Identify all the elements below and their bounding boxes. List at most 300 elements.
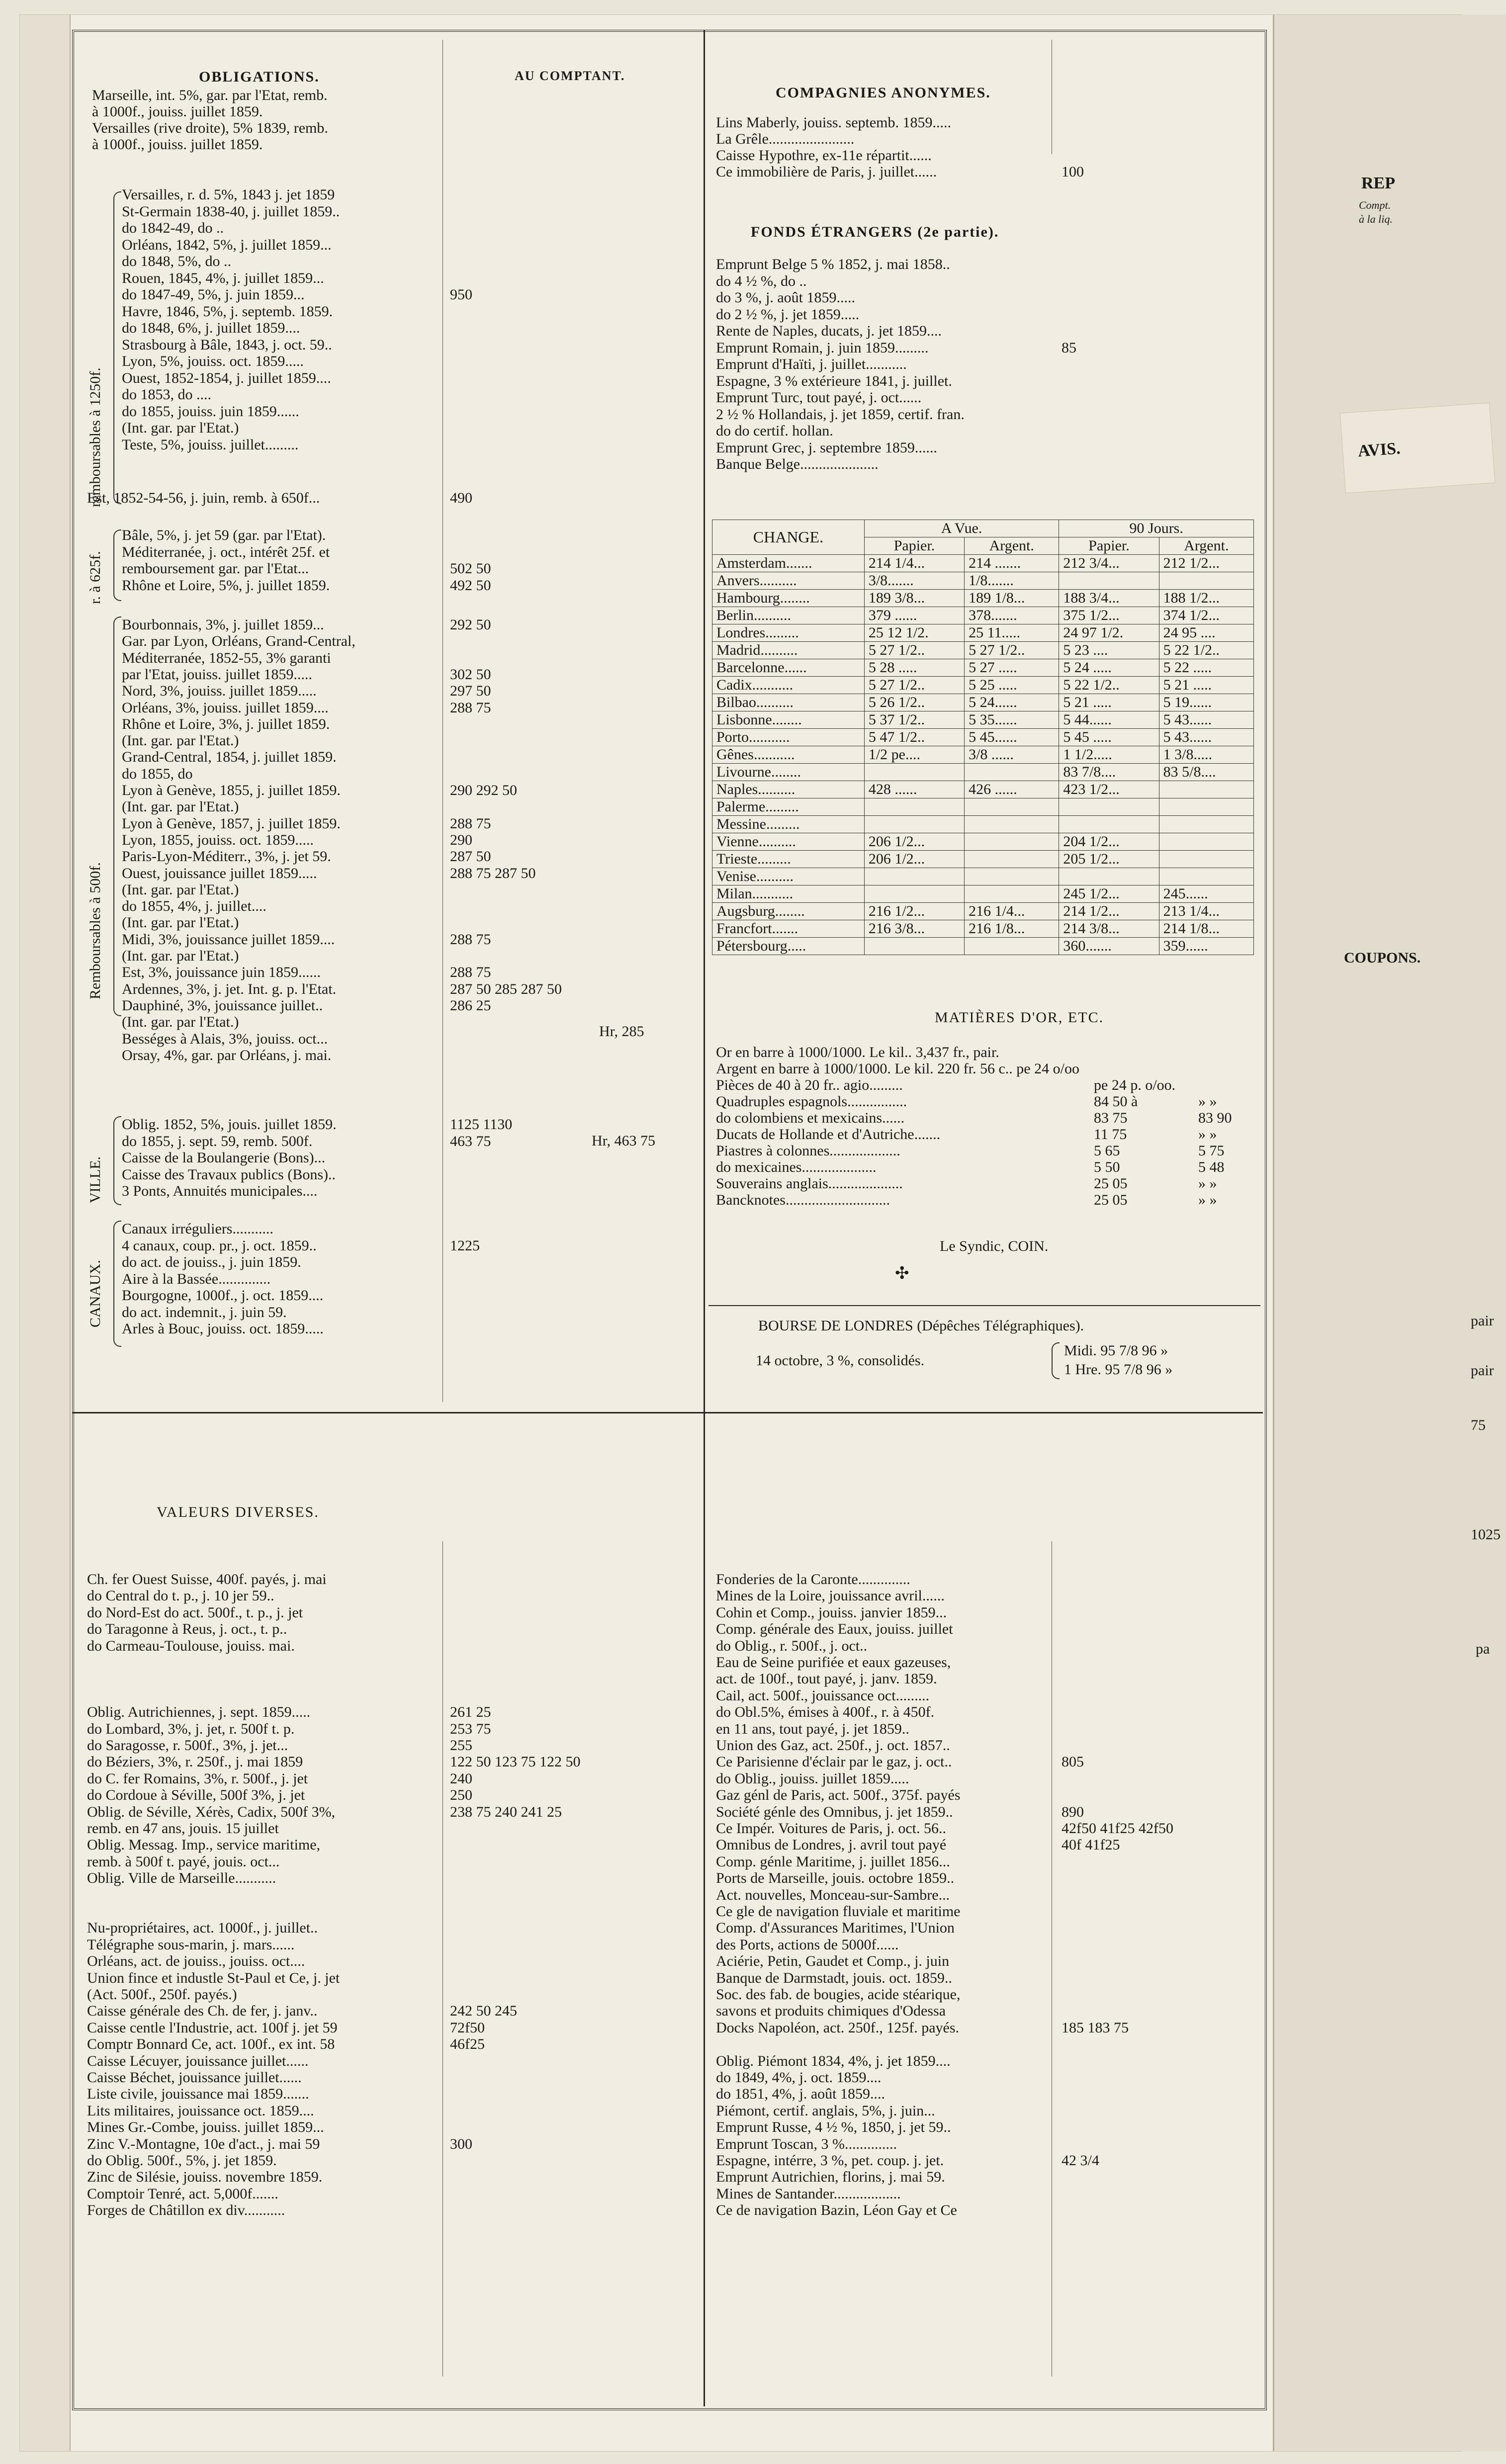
change-city: Trieste.........	[712, 851, 865, 868]
change-row	[712, 833, 1254, 851]
valeurs-right-row	[716, 1754, 952, 1770]
valeurs-right-label: Cail, act. 500f., jouissance oct.........	[716, 1687, 930, 1704]
oblig-g3-row	[122, 865, 317, 882]
valeurs-left-row	[87, 2020, 338, 2036]
change-city: Venise..........	[712, 868, 865, 885]
valeurs-right-row	[716, 2020, 959, 2036]
oblig-top-row	[92, 120, 328, 137]
oblig-g4-label: 3 Ponts, Annuités municipales....	[122, 1183, 318, 1199]
matieres-v1: pe 24 p. o/oo.	[1094, 1077, 1176, 1093]
fonds-row	[716, 373, 952, 390]
oblig-g5-row	[122, 1304, 287, 1321]
oblig-g2-label: Rhône et Loire, 5%, j. juillet 1859.	[122, 577, 330, 594]
matieres-v2: » »	[1198, 1175, 1217, 1192]
change-rate: 5 37 1/2..	[864, 711, 964, 729]
fonds-label: Emprunt d'Haïti, j. juillet...........	[716, 356, 907, 372]
change-row	[712, 938, 1254, 955]
change-rate: 189 3/8...	[864, 590, 964, 607]
valeurs-left-row	[87, 1787, 305, 1804]
matieres-v1: 11 75	[1094, 1126, 1127, 1143]
valeurs-right-label: en 11 ans, tout payé, j. jet 1859..	[716, 1720, 909, 1737]
valeurs-right-row	[716, 1704, 934, 1721]
valeurs-left-label: Oblig. Messag. Imp., service maritime,	[87, 1837, 321, 1853]
change-rate: 359......	[1159, 938, 1253, 955]
valeurs-right-label: Emprunt Toscan, 3 %..............	[716, 2135, 897, 2152]
fonds-label: Emprunt Belge 5 % 1852, j. mai 1858..	[716, 256, 950, 272]
oblig-g3-row	[122, 616, 324, 633]
valeurs-right-row	[716, 1986, 961, 2003]
matieres-v2: » »	[1198, 1192, 1217, 1208]
change-rate: 5 26 1/2..	[864, 694, 964, 711]
comp-row	[716, 131, 854, 148]
valeurs-left-label: do Taragonne à Reus, j. oct., t. p..	[87, 1621, 287, 1638]
oblig-g3-row	[122, 964, 321, 981]
oblig-g3-value: 288 75	[450, 964, 491, 981]
valeurs-right-label: Comp. d'Assurances Maritimes, l'Union	[716, 1920, 955, 1936]
change-rate	[965, 885, 1059, 903]
valeurs-right-row	[716, 1571, 910, 1588]
oblig-g1-row	[122, 337, 332, 353]
oblig-g3-value: 297 50	[450, 683, 491, 700]
oblig-g4-row	[122, 1133, 312, 1150]
valeurs-left-row	[87, 2202, 285, 2219]
oblig-g5-row	[122, 1221, 273, 1237]
valeurs-left-label: Oblig. Autrichiennes, j. sept. 1859.....	[87, 1704, 311, 1721]
valeurs-right-row	[716, 2003, 946, 2020]
londres-title: BOURSE DE LONDRES (Dépêches Télégraphiques).	[758, 1318, 1084, 1334]
change-rate: 216 1/8...	[965, 920, 1059, 938]
valeurs-left-label: Union fince et industle St-Paul et Ce, j. jet	[87, 1969, 340, 1986]
matieres-label: Or en barre à 1000/1000. Le kil.. 3,437 fr., pair.	[716, 1044, 999, 1060]
change-city: Amsterdam.......	[712, 555, 865, 572]
change-rate: 216 3/8...	[864, 920, 964, 938]
matieres-v1: 5 50	[1094, 1159, 1120, 1175]
valeurs-right-row	[716, 1970, 952, 1987]
valeurs-right-row	[716, 1820, 946, 1837]
oblig-g1-label: do 1847-49, 5%, j. juin 1859...	[122, 286, 305, 303]
oblig-g3-row	[122, 666, 312, 683]
matieres-v2: 83 90	[1198, 1110, 1232, 1126]
oblig-g3-value: 302 50	[450, 666, 491, 683]
change-rate	[965, 833, 1059, 851]
oblig-g1-label: Teste, 5%, jouiss. juillet.........	[122, 436, 299, 453]
valeurs-left-label: do Lombard, 3%, j. jet, r. 500f t. p.	[87, 1720, 295, 1737]
valeurs-right-value: 805	[1062, 1754, 1084, 1770]
change-rate: 428 ......	[864, 781, 964, 798]
valeurs-right-row	[716, 2086, 885, 2103]
valeurs-left-row	[87, 1870, 276, 1887]
valeurs-left-label: Ch. fer Ouest Suisse, 400f. payés, j. mai	[87, 1571, 327, 1587]
change-city: Naples..........	[712, 781, 865, 798]
valeurs-left-row	[87, 2152, 277, 2169]
oblig-g3-row	[122, 633, 355, 650]
valeurs-left-row	[87, 2086, 309, 2103]
valeurs-right-label: Union des Gaz, act. 250f., j. oct. 1857..	[716, 1737, 950, 1754]
valeurs-right-row	[716, 1737, 950, 1754]
value-75: 75	[1471, 1417, 1486, 1433]
valeurs-left-row	[87, 2053, 308, 2070]
change-rate	[1159, 868, 1253, 885]
fonds-label: Emprunt Turc, tout payé, j. oct......	[716, 389, 922, 406]
londres-1h: 1 Hre. 95 7/8 96 »	[1064, 1361, 1173, 1378]
fonds-row	[716, 389, 921, 406]
change-rate	[1159, 798, 1253, 816]
pa-label: pa	[1476, 1641, 1490, 1657]
valeurs-left-label: Caisse générale des Ch. de fer, j. janv..	[87, 2003, 318, 2020]
oblig-g3-label: par l'Etat, jouiss. juillet 1859.....	[122, 666, 312, 683]
fonds-row	[716, 356, 907, 373]
change-rate: 245......	[1159, 885, 1253, 903]
change-rate: 5 22 .....	[1159, 659, 1253, 677]
oblig-g3-label: Paris-Lyon-Méditerr., 3%, j. jet 59.	[122, 848, 331, 865]
oblig-g3-value: 288 75 287 50	[450, 865, 536, 881]
valeurs-left-row	[87, 1638, 295, 1655]
oblig-g3-value: 288 75	[450, 699, 491, 716]
valeurs-left-value: 240	[450, 1770, 472, 1787]
oblig-g5-label: Aire à la Bassée..............	[122, 1270, 271, 1287]
change-rate	[1159, 816, 1253, 833]
valeurs-left-label: do Nord-Est do act. 500f., t. p., j. jet	[87, 1604, 303, 1621]
oblig-g4-value: 463 75	[450, 1133, 491, 1149]
oblig-g3-label: Est, 3%, jouissance juin 1859......	[122, 964, 321, 981]
fonds-row	[716, 406, 965, 423]
valeurs-right-label: Omnibus de Londres, j. avril tout payé	[716, 1837, 947, 1853]
change-row	[712, 572, 1254, 590]
valeurs-right-label: Ce de navigation Bazin, Léon Gay et Ce	[716, 2202, 957, 2219]
change-rate	[965, 798, 1059, 816]
valeurs-right-label: do Oblig., jouiss. juillet 1859.....	[716, 1770, 909, 1787]
oblig-g4-label: Oblig. 1852, 5%, jouis. juillet 1859.	[122, 1116, 337, 1133]
oblig-g5-row	[122, 1237, 317, 1254]
change-rate: 188 1/2...	[1159, 590, 1253, 607]
group-brace	[113, 529, 121, 601]
oblig-g5-label: do act. de jouiss., j. juin 1859.	[122, 1254, 301, 1270]
valeurs-left-label: Liste civile, jouissance mai 1859.......	[87, 2086, 309, 2103]
oblig-g1-label: Versailles, r. d. 5%, 1843 j. jet 1859	[122, 186, 335, 203]
compt-label: Compt.	[1359, 199, 1391, 211]
valeurs-right-row	[716, 2136, 897, 2153]
oblig-g2-row	[122, 544, 330, 561]
change-row	[712, 677, 1254, 694]
valeurs-right-label: Comp. générale des Eaux, jouiss. juillet	[716, 1621, 953, 1638]
change-rate: 214 .......	[965, 555, 1059, 572]
change-city: Pétersbourg.....	[712, 938, 865, 955]
oblig-g1-label: do 1842-49, do ..	[122, 220, 224, 236]
oblig-g3-row	[122, 716, 330, 733]
change-rate: 375 1/2...	[1059, 607, 1159, 624]
fonds-value: 85	[1062, 339, 1076, 356]
oblig-g3-label: Lyon, 1855, jouiss. oct. 1859.....	[122, 831, 314, 848]
valeurs-right-row	[716, 1654, 951, 1671]
oblig-g4-label: Caisse de la Boulangerie (Bons)...	[122, 1149, 326, 1166]
valeurs-left-label: Comptr Bonnard Ce, act. 100f., ex int. 58	[87, 2036, 335, 2053]
valeurs-left-row	[87, 1604, 303, 1621]
oblig-group5-label: CANAUX.	[87, 1260, 103, 1327]
oblig-g3-value: 288 75	[450, 931, 491, 948]
coupons-label: COUPONS.	[1344, 950, 1421, 966]
section-divider	[72, 1412, 1263, 1413]
avis-label: AVIS.	[1357, 439, 1401, 461]
oblig-g3-label: Bourbonnais, 3%, j. juillet 1859...	[122, 616, 324, 633]
change-rate: 245 1/2...	[1059, 885, 1159, 903]
papier-header-1: Papier.	[864, 537, 964, 555]
matieres-label: Quadruples espagnols................	[716, 1093, 907, 1110]
matieres-label: do mexicaines....................	[716, 1159, 877, 1175]
change-rate: 5 23 ....	[1059, 642, 1159, 659]
change-rate: 1 3/8.....	[1159, 746, 1253, 764]
valeurs-left-label: do Carmeau-Toulouse, jouiss. mai.	[87, 1637, 295, 1654]
change-city: Palerme.........	[712, 798, 865, 816]
change-rate: 188 3/4...	[1059, 590, 1159, 607]
valeurs-left-row	[87, 1587, 274, 1604]
change-rate: 214 1/4...	[864, 555, 964, 572]
oblig-g4-row	[122, 1149, 325, 1166]
change-rate: 5 27 .....	[965, 659, 1059, 677]
change-rate	[864, 938, 964, 955]
valeurs-right-label: do Oblig., r. 500f., j. oct..	[716, 1637, 868, 1654]
valeurs-right-label: Ce Parisienne d'éclair par le gaz, j. oct..	[716, 1754, 952, 1770]
valeurs-right-row	[716, 2169, 945, 2186]
valeurs-left-value: 242 50 245	[450, 2003, 517, 2020]
change-city: Vienne..........	[712, 833, 865, 851]
valeurs-left-row	[87, 2186, 278, 2202]
pair-label-2: pair	[1471, 1362, 1494, 1379]
change-rate: 5 43......	[1159, 729, 1253, 746]
change-row	[712, 781, 1254, 798]
change-rate: 24 95 ....	[1159, 624, 1253, 642]
change-rate: 5 45 .....	[1059, 729, 1159, 746]
ornament: ✣	[895, 1264, 909, 1283]
valeurs-right-label: Cohin et Comp., jouiss. janvier 1859...	[716, 1604, 947, 1621]
valeurs-left-row	[87, 2069, 302, 2086]
change-rate: 1/8.......	[965, 572, 1059, 590]
valeurs-left-value: 250	[450, 1787, 472, 1804]
oblig-g1-row	[122, 203, 340, 220]
oblig-g1-row	[122, 253, 231, 270]
valeurs-left-label: Caisse centle l'Industrie, act. 100f j. jet 59	[87, 2019, 338, 2036]
change-city: Anvers..........	[712, 572, 865, 590]
oblig-g3-row	[122, 782, 341, 799]
fonds-label: do 4 ½ %, do ..	[716, 272, 807, 289]
fonds-row	[716, 340, 929, 356]
valeurs-right-row	[716, 1604, 947, 1621]
valeurs-right-row	[716, 2069, 881, 2086]
valeurs-right-label: Ce Impér. Voitures de Paris, j. oct. 56..	[716, 1820, 947, 1837]
oblig-g3-label: (Int. gar. par l'Etat.)	[122, 798, 239, 815]
oblig-g3-value: 286 25	[450, 997, 491, 1014]
change-rate	[864, 764, 964, 781]
oblig-g5-row	[122, 1320, 324, 1337]
valeurs-left-value: 238 75 240 241 25	[450, 1803, 562, 1820]
change-rate	[864, 798, 964, 816]
londres-top-rule	[709, 1305, 1260, 1306]
oblig-g3-row	[122, 848, 331, 865]
oblig-g5-value: 1225	[450, 1237, 480, 1254]
matieres-label: Ducats de Hollande et d'Autriche.......	[716, 1126, 941, 1143]
change-city: Londres.........	[712, 624, 865, 642]
oblig-g2-label: Bâle, 5%, j. jet 59 (gar. par l'Etat).	[122, 527, 326, 543]
oblig-g1-row	[122, 403, 299, 420]
oblig-g3-row	[122, 1014, 239, 1031]
oblig-g5-label: Bourgogne, 1000f., j. oct. 1859....	[122, 1287, 324, 1304]
comp-row	[716, 147, 932, 164]
change-rate: 189 1/8...	[965, 590, 1059, 607]
oblig-g5-label: do act. indemnit., j. juin 59.	[122, 1304, 287, 1320]
valeurs-left-row	[87, 2103, 314, 2119]
valeurs-left-value: 253 75	[450, 1720, 491, 1737]
valeurs-right-row	[716, 1770, 909, 1787]
matieres-title: MATIÈRES D'OR, ETC.	[935, 1009, 1104, 1026]
oblig-est-label: Est, 1852-54-56, j. juin, remb. à 650f...	[87, 490, 320, 506]
a-vue-header: A Vue.	[864, 520, 1059, 537]
change-rate: 204 1/2...	[1059, 833, 1159, 851]
oblig-g1-row	[122, 237, 332, 254]
change-rate	[1059, 816, 1159, 833]
fonds-row	[716, 456, 879, 473]
change-city: Gênes...........	[712, 746, 865, 764]
comp-row	[716, 114, 951, 131]
oblig-g3-label: (Int. gar. par l'Etat.)	[122, 732, 239, 749]
oblig-g3-row	[122, 815, 341, 832]
change-rate: 212 3/4...	[1059, 555, 1159, 572]
valeurs-right-label: Ce gle de navigation fluviale et maritime	[716, 1903, 961, 1920]
matieres-label: Souverains anglais....................	[716, 1175, 903, 1192]
fonds-label: Emprunt Grec, j. septembre 1859......	[716, 439, 937, 456]
valeurs-left-label: do Central do t. p., j. 10 jer 59..	[87, 1587, 274, 1604]
oblig-g3-label: Gar. par Lyon, Orléans, Grand-Central,	[122, 633, 355, 650]
oblig-ville-extra: Hr, 463 75	[592, 1133, 655, 1149]
oblig-g3-row	[122, 948, 239, 965]
valeurs-left-row	[87, 2169, 322, 2186]
oblig-group3-label: Remboursables à 500f.	[87, 862, 103, 999]
oblig-top-label: à 1000f., jouiss. juillet 1859.	[92, 136, 263, 153]
rep-label: REP	[1361, 174, 1395, 192]
valeurs-left-label: remb. à 500f t. payé, jouis. oct...	[87, 1853, 280, 1870]
comp-label: Caisse Hypothre, ex-11e répartit......	[716, 147, 932, 164]
valeurs-right-label: Mines de la Loire, jouissance avril......	[716, 1587, 945, 1604]
oblig-g1-label: St-Germain 1838-40, j. juillet 1859..	[122, 203, 340, 220]
right-page-edge	[1273, 15, 1506, 2451]
valeurs-right-label: des Ports, actions de 5000f......	[716, 1936, 899, 1953]
comp-label: Ce immobilière de Paris, j. juillet......	[716, 164, 937, 180]
change-rate	[1059, 798, 1159, 816]
oblig-g3-row	[122, 798, 239, 815]
comp-value: 100	[1062, 164, 1084, 180]
valeurs-right-row	[716, 2202, 957, 2219]
oblig-g2-row	[122, 560, 309, 577]
oblig-g3-label: Lyon à Genève, 1857, j. juillet 1859.	[122, 815, 341, 832]
change-rate: 5 25 .....	[965, 677, 1059, 694]
change-city: Bilbao..........	[712, 694, 865, 711]
jours-header: 90 Jours.	[1059, 520, 1254, 537]
oblig-g5-label: Arles à Bouc, jouiss. oct. 1859.....	[122, 1320, 324, 1337]
valeurs-right-label: Piémont, certif. anglais, 5%, j. juin...	[716, 2102, 935, 2119]
oblig-g4-row	[122, 1166, 336, 1183]
valeurs-right-label: Act. nouvelles, Monceau-sur-Sambre...	[716, 1886, 950, 1903]
change-row	[712, 729, 1254, 746]
oblig-g3-row	[122, 1031, 328, 1048]
oblig-g3-row	[122, 766, 193, 783]
oblig-g4-row	[122, 1183, 317, 1200]
oblig-g3-label: Ouest, jouissance juillet 1859.....	[122, 865, 317, 881]
change-rate: 5 44......	[1059, 711, 1159, 729]
oblig-g3-row	[122, 914, 239, 931]
oblig-g3-row	[122, 898, 266, 915]
valeurs-left-row	[87, 1770, 308, 1787]
oblig-g1-label: Lyon, 5%, jouiss. oct. 1859.....	[122, 353, 304, 369]
change-city: Messine.........	[712, 816, 865, 833]
oblig-g1-row	[122, 386, 211, 403]
oblig-g1-row	[122, 420, 239, 437]
fonds-label: do 2 ½ %, j. jet 1859.....	[716, 306, 860, 323]
valeurs-left-label: Zinc de Silésie, jouiss. novembre 1859.	[87, 2169, 323, 2186]
oblig-g3-row	[122, 931, 335, 948]
oblig-g1-row	[122, 353, 304, 370]
valeurs-right-label: do 1849, 4%, j. oct. 1859....	[716, 2069, 882, 2086]
valeurs-left-row	[87, 1737, 288, 1754]
oblig-g4-label: do 1855, j. sept. 59, remb. 500f.	[122, 1133, 313, 1149]
valeurs-left-row	[87, 1721, 294, 1738]
valeurs-right-label: do 1851, 4%, j. août 1859....	[716, 2086, 885, 2103]
valeurs-left-label: Caisse Lécuyer, jouissance juillet......	[87, 2052, 309, 2069]
change-rate: 374 1/2...	[1159, 607, 1253, 624]
fonds-row	[716, 289, 855, 306]
valeurs-right-label: do Obl.5%, émises à 400f., r. à 450f.	[716, 1704, 935, 1721]
change-rate: 83 5/8....	[1159, 764, 1253, 781]
valeurs-right-row	[716, 1853, 950, 1870]
valeurs-right-label: savons et produits chimiques d'Odessa	[716, 2003, 946, 2020]
valeurs-right-row	[716, 1804, 953, 1821]
oblig-g2-label: Méditerranée, j. oct., intérêt 25f. et	[122, 543, 330, 560]
comp-label: La Grêle.......................	[716, 131, 855, 147]
fonds-label: do do certif. hollan.	[716, 423, 833, 439]
oblig-g3-row	[122, 997, 323, 1014]
comptant-header: AU COMPTANT.	[515, 69, 625, 83]
oblig-g1-row	[122, 320, 300, 337]
londres-desc: 14 octobre, 3 %, consolidés.	[756, 1352, 925, 1369]
fonds-row	[716, 323, 942, 340]
comp-label: Lins Maberly, jouiss. septemb. 1859.....	[716, 114, 952, 131]
valeurs-left-label: Mines Gr.-Combe, jouiss. juillet 1859...	[87, 2119, 324, 2136]
valeurs-right-row	[716, 2152, 944, 2169]
valeurs-left-label: Lits militaires, jouissance oct. 1859....	[87, 2102, 314, 2119]
oblig-g1-row	[122, 303, 333, 320]
valeurs-left-label: Télégraphe sous-marin, j. mars......	[87, 1936, 295, 1953]
change-row	[712, 642, 1254, 659]
oblig-g3-row	[122, 749, 337, 766]
valeurs-left-label: Oblig. Ville de Marseille...........	[87, 1870, 276, 1887]
valeurs-right-label: Gaz génl de Paris, act. 500f., 375f. payés	[716, 1787, 961, 1804]
change-rate: 214 3/8...	[1059, 920, 1159, 938]
change-rate: 423 1/2...	[1059, 781, 1159, 798]
oblig-g3-value: 288 75	[450, 815, 491, 832]
valeurs-right-label: Ports de Marseille, jouis. octobre 1859..	[716, 1870, 955, 1887]
valeurs-left-label: Orléans, act. de jouiss., jouiss. oct....	[87, 1953, 305, 1970]
compagnies-title: COMPAGNIES ANONYMES.	[776, 85, 991, 101]
change-rate: 24 97 1/2.	[1059, 624, 1159, 642]
oblig-g1-value: 950	[450, 286, 472, 303]
valeurs-left-label: do Oblig. 500f., 5%, j. jet 1859.	[87, 2152, 277, 2169]
left-page-edge	[20, 15, 71, 2451]
valeurs-right-label: Fonderies de la Caronte..............	[716, 1571, 910, 1587]
change-rate: 214 1/2...	[1059, 903, 1159, 920]
oblig-g1-row	[122, 370, 331, 387]
change-rate: 379 ......	[864, 607, 964, 624]
change-rate: 216 1/4...	[965, 903, 1059, 920]
valeurs-right-label: Eau de Seine purifiée et eaux gazeuses,	[716, 1654, 951, 1671]
valeurs-left-label: Zinc V.-Montagne, 10e d'act., j. mai 59	[87, 2135, 320, 2152]
value-1025: 1025	[1471, 1526, 1501, 1543]
